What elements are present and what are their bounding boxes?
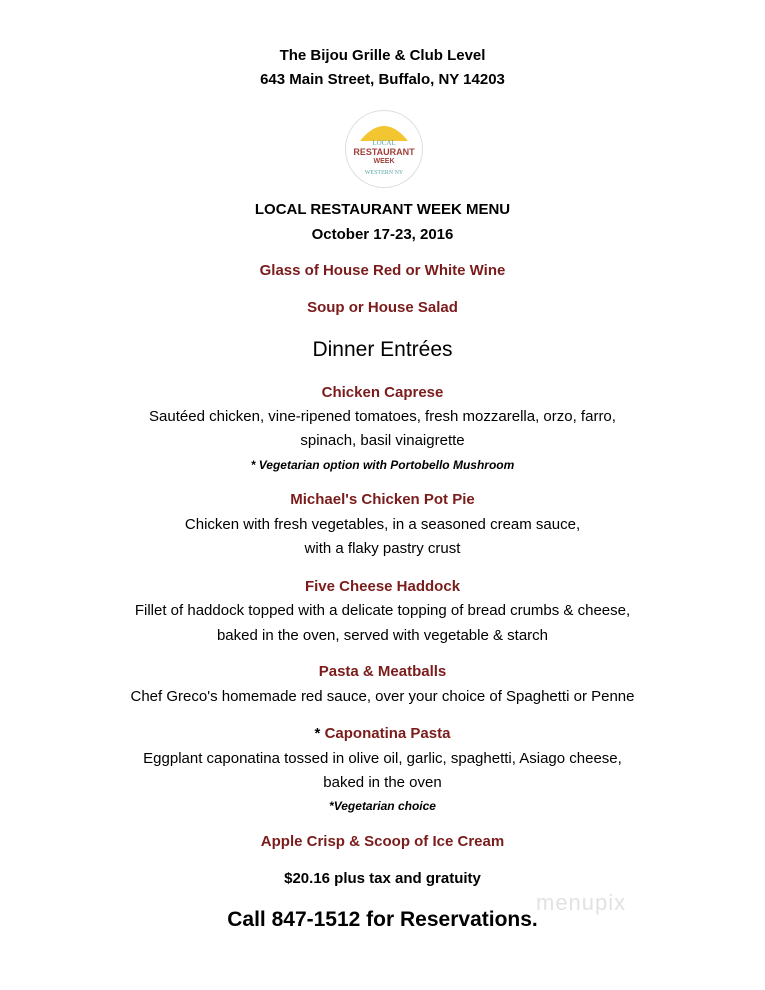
svg-text:WEEK: WEEK bbox=[373, 158, 395, 165]
entree-desc: baked in the oven, served with vegetable & starch bbox=[216, 627, 549, 644]
entree-name bbox=[0, 724, 765, 744]
entree-name-text: Caponatina Pasta bbox=[324, 725, 451, 742]
entree-name: Michael's Chicken Pot Pie bbox=[290, 491, 475, 508]
entree-desc: baked in the oven bbox=[323, 774, 442, 791]
restaurant-week-logo bbox=[345, 110, 423, 188]
svg-text:LOCAL: LOCAL bbox=[372, 139, 396, 147]
entree-name: Pasta & Meatballs bbox=[318, 663, 447, 680]
entree-desc: Fillet of haddock topped with a delicate topping of bread crumbs & cheese, bbox=[134, 602, 631, 619]
dessert: Apple Crisp & Scoop of Ice Cream bbox=[260, 833, 505, 850]
entree-desc: Chef Greco's homemade red sauce, over your choice of Spaghetti or Penne bbox=[130, 688, 635, 705]
restaurant-address: 643 Main Street, Buffalo, NY 14203 bbox=[260, 71, 505, 88]
section-heading: Dinner Entrées bbox=[312, 338, 453, 361]
entree-desc: Chicken with fresh vegetables, in a seasoned cream sauce, bbox=[184, 516, 581, 533]
reservation-call: Call 847-1512 for Reservations. bbox=[227, 908, 538, 931]
entree-name: Five Cheese Haddock bbox=[304, 578, 461, 595]
menu-title: LOCAL RESTAURANT WEEK MENU bbox=[254, 201, 511, 218]
entree-desc: spinach, basil vinaigrette bbox=[300, 432, 465, 449]
price: $20.16 plus tax and gratuity bbox=[284, 870, 481, 887]
entree-name: Chicken Caprese bbox=[321, 384, 444, 401]
svg-text:WESTERN NY: WESTERN NY bbox=[364, 170, 404, 176]
restaurant-name: The Bijou Grille & Club Level bbox=[279, 47, 486, 64]
entree-note: * Vegetarian option with Portobello Mushroom bbox=[250, 458, 515, 472]
entree-desc: Sautéed chicken, vine-ripened tomatoes, fresh mozzarella, orzo, farro, bbox=[149, 408, 616, 425]
starter-soup-salad: Soup or House Salad bbox=[307, 299, 458, 316]
entree-desc: Eggplant caponatina tossed in olive oil, garlic, spaghetti, Asiago cheese, bbox=[143, 750, 622, 767]
watermark: menupix bbox=[536, 890, 627, 915]
svg-text:RESTAURANT: RESTAURANT bbox=[353, 147, 415, 157]
entree-note: *Vegetarian choice bbox=[329, 799, 436, 813]
menu-dates: October 17-23, 2016 bbox=[311, 226, 454, 243]
vegetarian-marker: * bbox=[314, 725, 325, 742]
entree-desc: with a flaky pastry crust bbox=[304, 540, 461, 557]
starter-wine: Glass of House Red or White Wine bbox=[259, 262, 506, 279]
